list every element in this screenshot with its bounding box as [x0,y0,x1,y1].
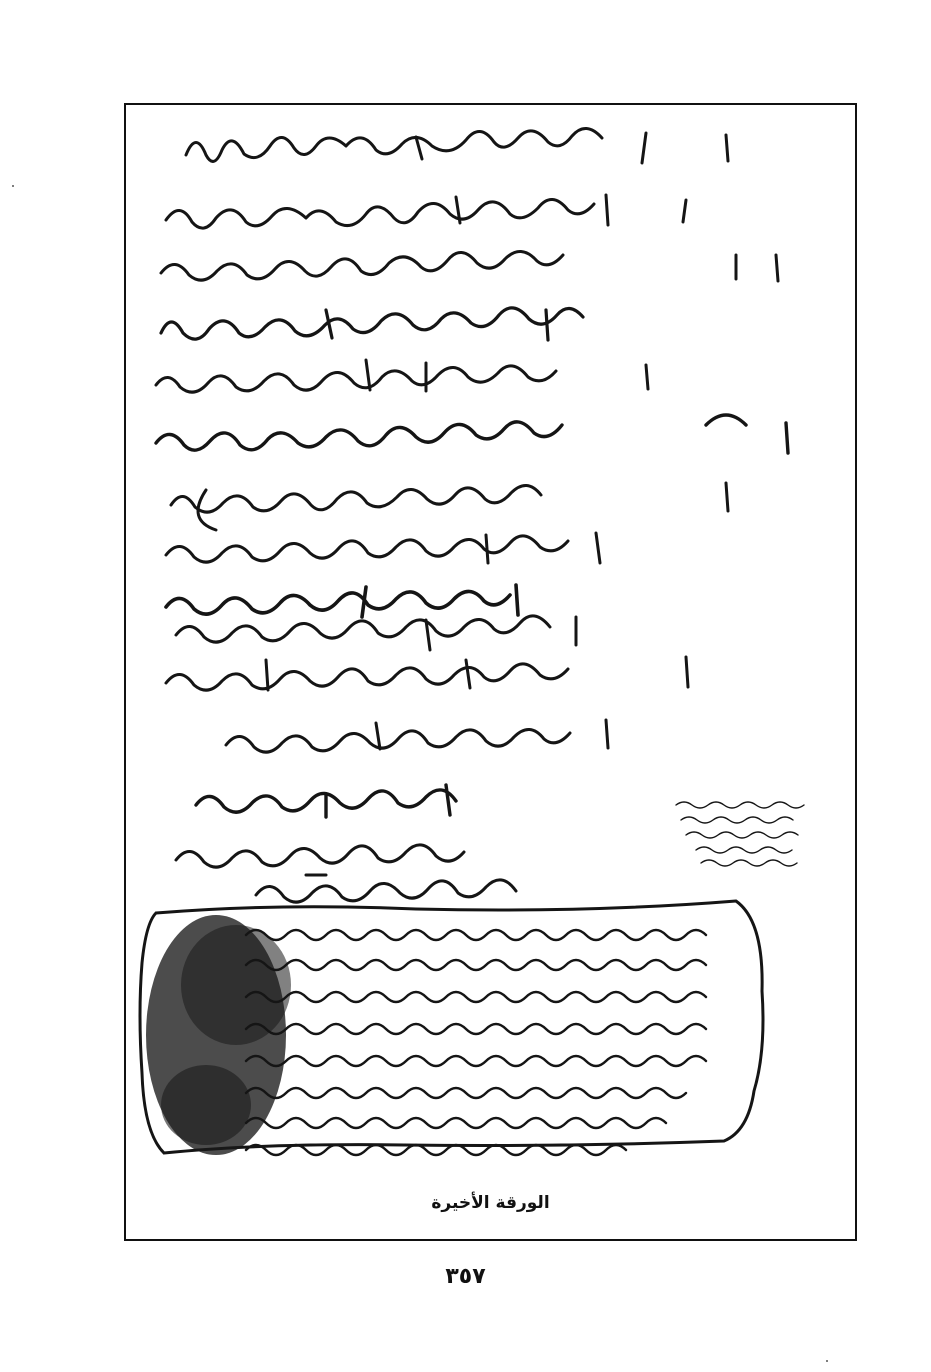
audition-note-block [140,901,763,1155]
script-line-3 [161,251,778,281]
script-line-12 [226,720,608,752]
script-line-7 [171,483,728,530]
scan-speck [12,185,14,187]
script-line-9 [166,585,518,617]
script-line-15 [256,875,516,902]
handwritten-manuscript-image [126,105,855,1239]
page-number: ٣٥٧ [445,1264,486,1289]
script-line-6 [156,415,788,453]
script-line-1 [186,128,728,163]
figure-caption: الورقة الأخيرة [431,1193,550,1213]
script-line-5 [156,360,648,392]
script-line-2 [166,195,686,228]
manuscript-frame [124,103,857,1241]
script-line-13 [196,785,456,817]
script-line-4 [161,308,583,340]
script-line-10 [176,616,576,650]
script-line-8 [166,533,600,563]
scan-speck [826,1360,828,1362]
script-line-14 [176,845,464,867]
margin-notes [676,802,804,866]
script-line-11 [166,657,688,690]
